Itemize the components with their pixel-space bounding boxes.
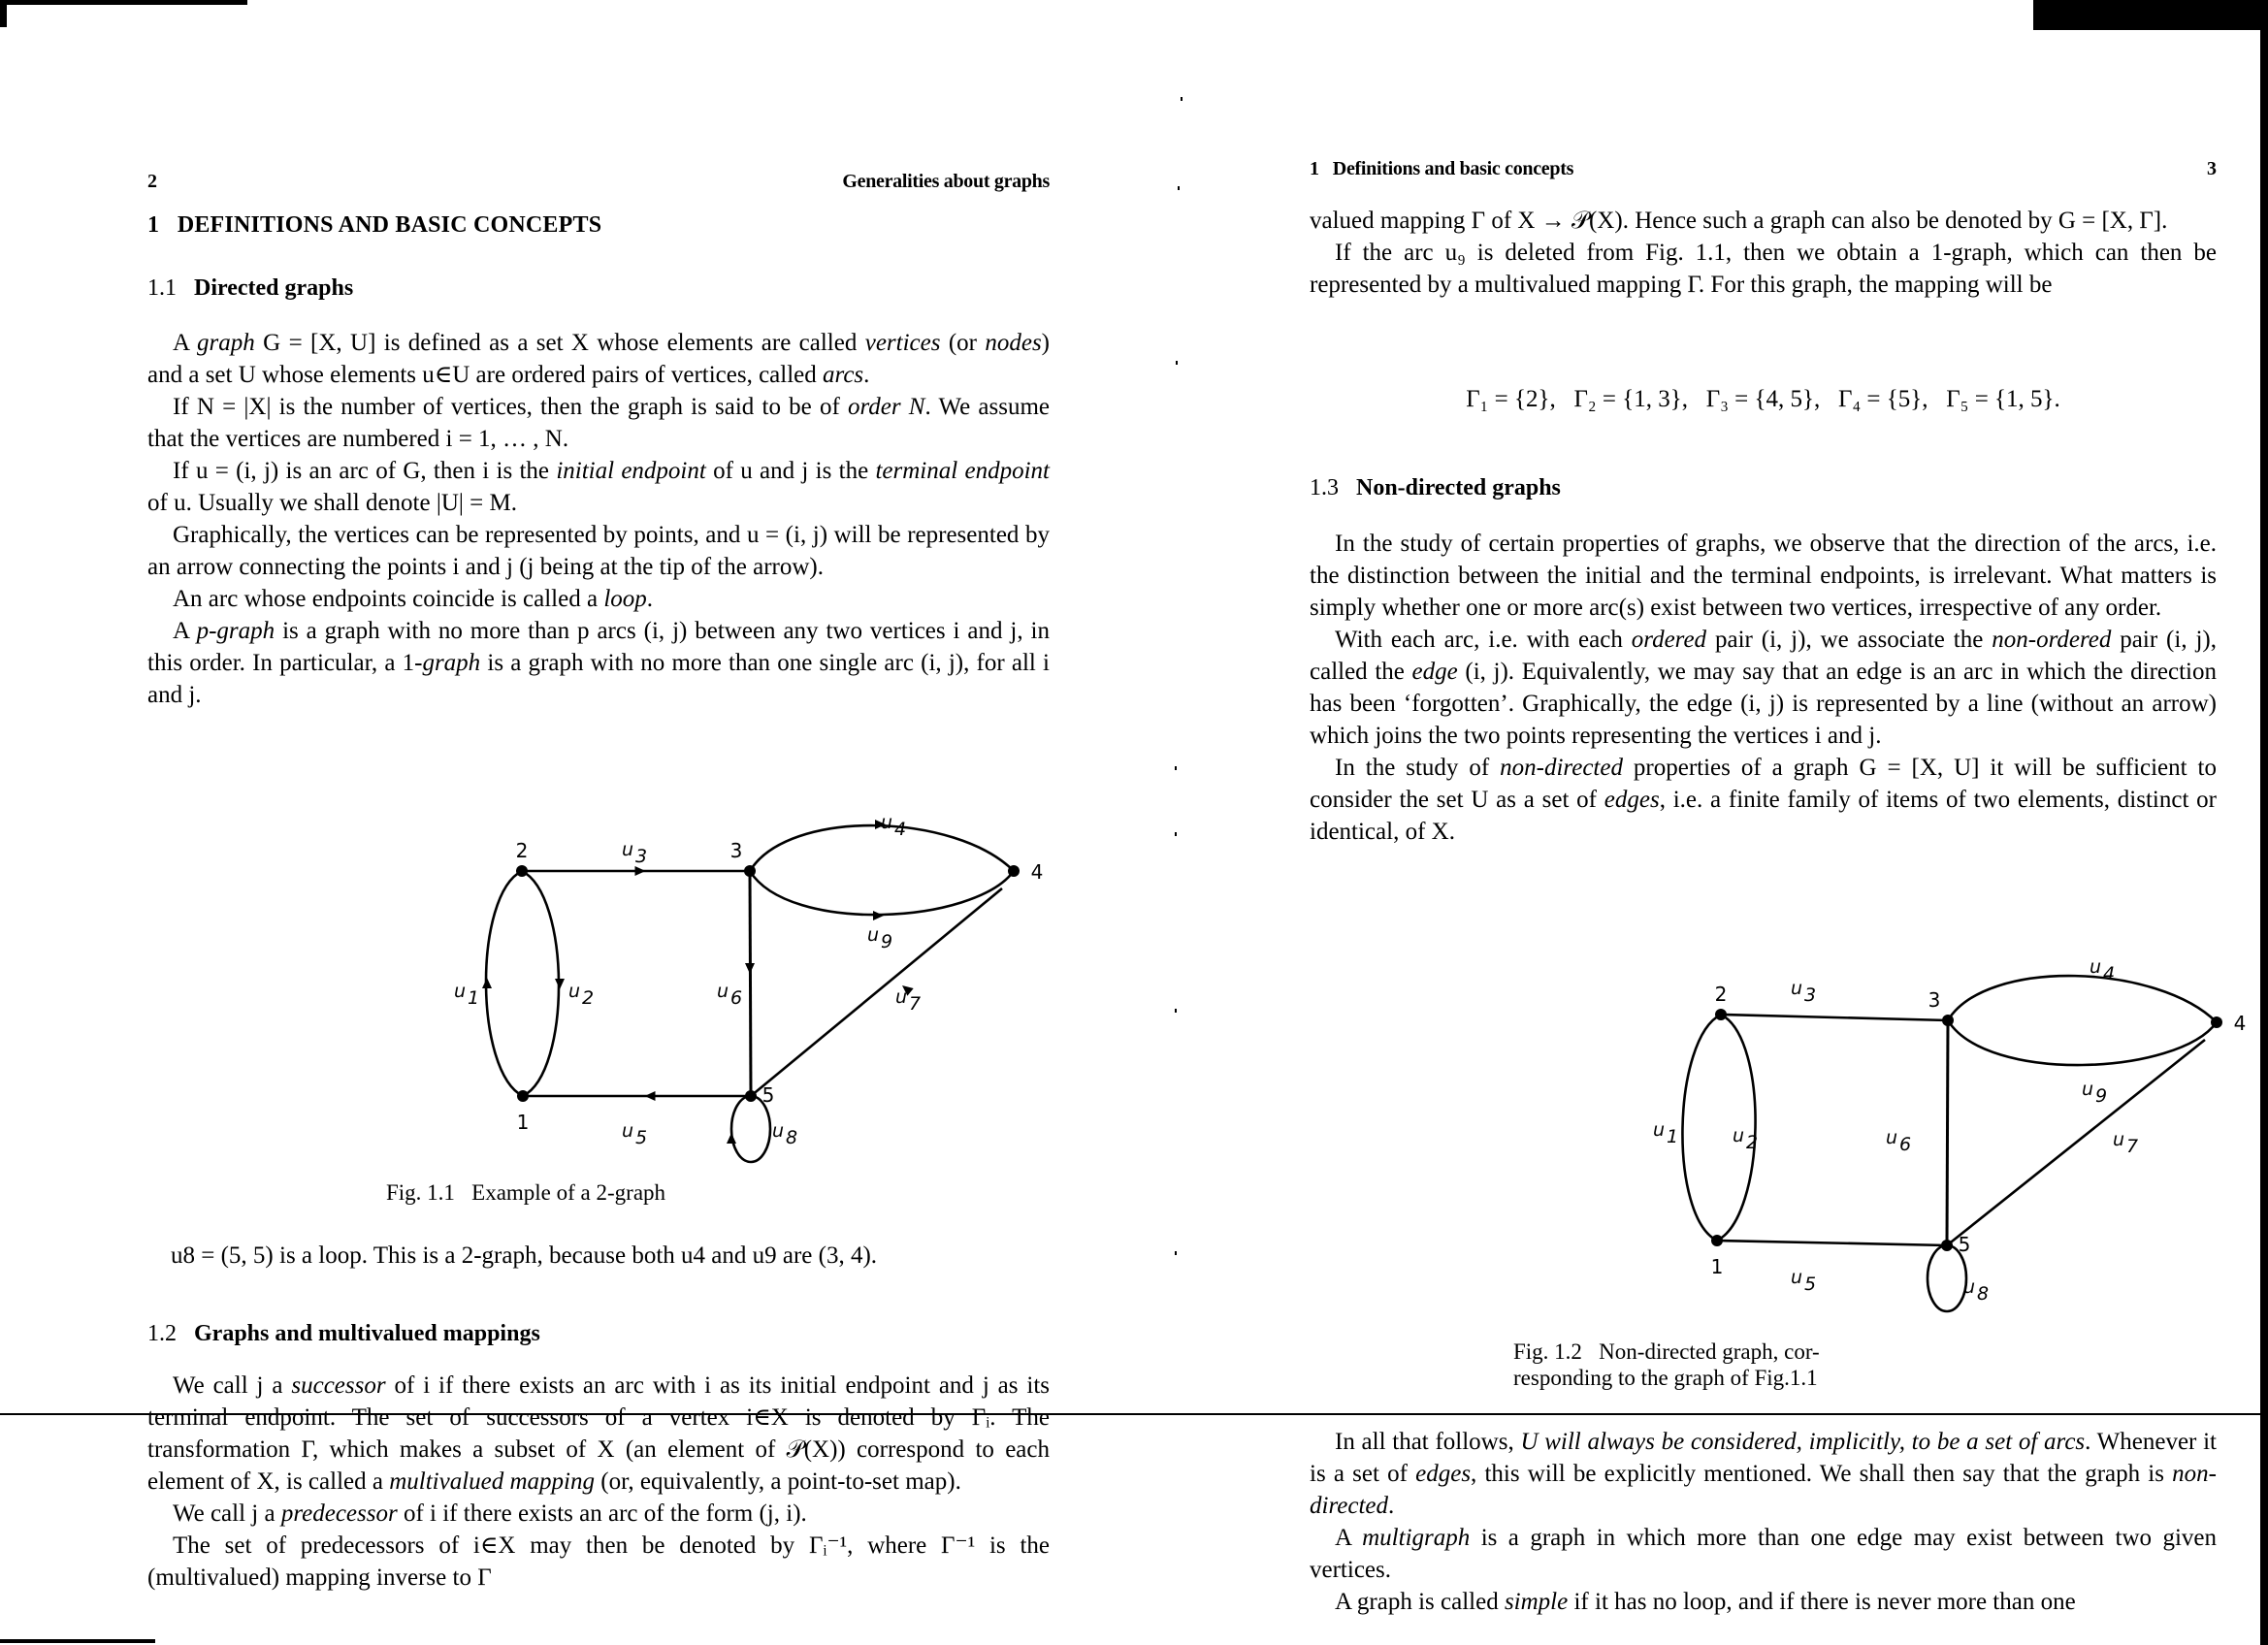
vertex-label: 1 xyxy=(516,1111,530,1134)
section-number: 1.1 xyxy=(147,275,177,301)
mapping-equation: Γ₁ = {2}, Γ₂ = {1, 3}, Γ₃ = {4, 5}, Γ₄ = {5}, Γ₅ = {1, 5}. xyxy=(1466,386,2060,412)
edge-u1 xyxy=(1682,1015,1721,1241)
gutter-speck xyxy=(1181,97,1183,101)
arc-label-letter: u xyxy=(622,839,634,860)
vertex-1 xyxy=(517,1090,529,1102)
arc-label-letter: u xyxy=(1886,1127,1898,1148)
caption-number: Fig. 1.1 xyxy=(385,1180,455,1205)
caption-text: Example of a 2-graph xyxy=(471,1180,666,1205)
vertex-1 xyxy=(1711,1235,1723,1246)
gutter-speck xyxy=(1175,1251,1177,1255)
running-head xyxy=(1310,158,2217,183)
arc-label-letter: u xyxy=(867,924,880,946)
text-run: (i, j). Equivalently, we may say that an edge is an arc in which the direction has been ‘forgotten’. Graphically, the edge (i, j) is represented by a line (without an arrow) which joins the two points representing the vertices i and j. xyxy=(1310,659,2217,749)
vertex-5 xyxy=(745,1090,757,1102)
arc-label-letter: u xyxy=(895,986,908,1008)
after-figure-text xyxy=(147,1240,1050,1272)
text-run: In all that follows, xyxy=(1335,1429,1521,1455)
text-run: of i if there exists an arc of the form (j, i). xyxy=(397,1500,807,1527)
vertex-label: 3 xyxy=(1928,988,1941,1012)
emphasis: ordered xyxy=(1631,627,1707,653)
arc-label-letter: u xyxy=(772,1120,785,1142)
arrowhead-u8 xyxy=(727,1133,736,1144)
figure-1-2 xyxy=(1455,936,2247,1363)
text-run: If the arc u₉ is deleted from Fig. 1.1, then we obtain a 1-graph, which can then be represented by a multivalued mapping Γ. For this graph, the mapping will be xyxy=(1310,240,2217,298)
vertex-5 xyxy=(1941,1240,1953,1251)
arrowhead-u2 xyxy=(555,979,565,989)
emphasis: edge xyxy=(1411,659,1458,685)
text-run: We call j a xyxy=(173,1372,292,1399)
scan-border-artifact xyxy=(2033,0,2268,30)
section-1-3-body xyxy=(1310,528,2217,848)
paragraph xyxy=(1310,237,2217,301)
bottom-text xyxy=(1310,1426,2217,1618)
vertex-label: 3 xyxy=(729,839,743,862)
caption-line: responding to the graph of Fig.1.1 xyxy=(1513,1366,1818,1390)
arc-label xyxy=(622,839,647,867)
arc-label xyxy=(867,924,892,952)
arrowhead-u6 xyxy=(745,963,755,974)
arc-label-subscript: 9 xyxy=(881,931,893,952)
section-heading-1-1 xyxy=(147,275,353,302)
edge-u9 xyxy=(750,871,1014,915)
text-run: With each arc, i.e. with each xyxy=(1335,627,1632,653)
gutter-speck xyxy=(1175,766,1177,770)
running-head xyxy=(147,171,1050,196)
arc-label-letter: u xyxy=(622,1120,634,1142)
page-number: 2 xyxy=(147,171,157,192)
arc-label-subscript: 7 xyxy=(909,993,922,1015)
arc-label-subscript: 8 xyxy=(1977,1283,1990,1305)
edge-u2 xyxy=(522,871,559,1096)
paragraph xyxy=(1310,624,2217,752)
arc-label xyxy=(1886,1127,1911,1155)
text-run: of i if there exists an arc with i as its initial endpoint and j as its terminal endpoint. The set of successors of a vertex i∈X is denoted by Γᵢ. The transformation Γ, which makes a subset of X (an element of 𝒫(X)) correspond to each element of X, is called a xyxy=(147,1372,1050,1495)
vertex-label: 4 xyxy=(1030,860,1044,884)
vertex-4 xyxy=(2211,1016,2222,1028)
text-run: In the study of xyxy=(1335,755,1501,781)
chapter-title xyxy=(147,212,601,239)
arc-label xyxy=(2090,956,2115,984)
arc-label-subscript: 5 xyxy=(635,1127,648,1148)
emphasis: successor xyxy=(291,1372,386,1399)
emphasis: multigraph xyxy=(1362,1525,1471,1551)
text-run: . We assume that the vertices are numbered i = 1, … , N. xyxy=(147,394,1050,452)
emphasis: simple xyxy=(1504,1589,1569,1615)
text-run: pair (i, j), we associate the xyxy=(1706,627,1993,653)
vertex-3 xyxy=(1942,1015,1954,1026)
figure-1-1-caption xyxy=(283,1179,768,1206)
edge-u5 xyxy=(1717,1241,1947,1245)
continued-text xyxy=(1310,205,2217,301)
arc-label-subscript: 9 xyxy=(2095,1085,2108,1107)
text-run: ) and a set U whose elements u∈U are ordered pairs of vertices, called xyxy=(147,330,1050,388)
vertex-label: 1 xyxy=(1710,1255,1724,1278)
text-run: Graphically, the vertices can be represented by points, and u = (i, j) will be represented by an arrow connecting the points i and j (j being at the tip of the arrow). xyxy=(147,522,1050,580)
edge-u6 xyxy=(750,871,751,1096)
text-run: , this will be explicitly mentioned. We shall then say that the graph is xyxy=(1471,1461,2173,1487)
text-run: (or xyxy=(940,330,986,356)
vertex-label: 2 xyxy=(1714,983,1728,1006)
arc-label-letter: u xyxy=(2082,1079,2094,1100)
section-1-1-body xyxy=(147,327,1050,711)
text-run: pair (i, j), called the xyxy=(1310,627,2217,685)
arc-label-letter: u xyxy=(568,981,581,1002)
vertex-4 xyxy=(1008,865,1020,877)
paragraph xyxy=(147,391,1050,455)
arrowhead-u1 xyxy=(482,978,492,988)
arc-label xyxy=(881,812,906,840)
text-run: of u. Usually we shall denote |U| = M. xyxy=(147,490,517,516)
text-run: The set of predecessors of i∈X may then be denoted by Γᵢ⁻¹, where Γ⁻¹ is the (multivalued) mapping inverse to Γ xyxy=(147,1532,1050,1591)
vertex-label: 5 xyxy=(1958,1233,1971,1256)
arc-label-subscript: 2 xyxy=(582,987,595,1009)
paragraph xyxy=(1310,752,2217,848)
arc-label-letter: u xyxy=(2090,956,2102,978)
text-run: In the study of certain properties of graphs, we observe that the direction of the arcs, i.e. the distinction between the initial and the terminal endpoints, is irrelevant. What matters is simply whether one or more arc(s) exist between two vertices, irrespective of any order. xyxy=(1310,531,2217,621)
emphasis: arcs xyxy=(823,362,864,388)
paragraph xyxy=(147,1498,1050,1530)
paragraph xyxy=(1310,205,2217,237)
arc-label-subscript: 5 xyxy=(1804,1274,1817,1295)
arc-label xyxy=(1963,1276,1989,1305)
arc-label-subscript: 6 xyxy=(730,987,743,1009)
edge-u4 xyxy=(1948,976,2217,1022)
mapping-display xyxy=(1310,383,2217,415)
arc-label-letter: u xyxy=(1963,1276,1976,1298)
text-run: (or, equivalently, a point-to-set map). xyxy=(595,1468,961,1495)
scan-border-artifact xyxy=(0,0,247,5)
emphasis: p-graph xyxy=(196,618,275,644)
arc-label-subscript: 4 xyxy=(894,819,907,840)
gutter-speck xyxy=(1178,186,1180,190)
section-heading-1-2 xyxy=(147,1321,540,1347)
arc-label-subscript: 4 xyxy=(2103,963,2116,984)
text-run: is a graph with no more than p arcs (i, j) between any two vertices i and j, in this order. In particular, a 1- xyxy=(147,618,1050,676)
section-title: Directed graphs xyxy=(194,275,354,301)
emphasis: graph xyxy=(197,330,255,356)
arc-label-letter: u xyxy=(1791,978,1803,999)
text-run: , i.e. a finite family of items of two elements, distinct or identical, of X. xyxy=(1310,787,2217,845)
figure-1-2-caption xyxy=(1513,1339,1998,1391)
directed-graph-diagram xyxy=(293,786,1044,1212)
text-run: if it has no loop, and if there is never more than one xyxy=(1568,1589,2076,1615)
text-run: If u = (i, j) is an arc of G, then i is the xyxy=(173,458,557,484)
paragraph xyxy=(147,615,1050,711)
text-run: A graph is called xyxy=(1335,1589,1505,1615)
caption-line: Fig. 1.2 Non-directed graph, cor- xyxy=(1513,1339,1820,1364)
arc-label-subscript: 7 xyxy=(2126,1136,2139,1157)
arc-label-subscript: 2 xyxy=(1746,1132,1759,1153)
arc-label-letter: u xyxy=(1653,1119,1666,1141)
arc-label xyxy=(717,981,742,1009)
arc-label xyxy=(2113,1129,2138,1157)
text-run: . Whenever it is a set of xyxy=(1310,1429,2217,1487)
text-run: A xyxy=(173,618,197,644)
arc-label-letter: u xyxy=(1791,1267,1803,1288)
running-head-title: Generalities about graphs xyxy=(842,171,1050,192)
text-run: An arc whose endpoints coincide is called a xyxy=(173,586,604,612)
text-run: . xyxy=(646,586,654,612)
scan-border-artifact xyxy=(0,1639,155,1643)
vertex-2 xyxy=(516,865,528,877)
gutter-speck xyxy=(1175,832,1177,836)
edge-u3 xyxy=(1721,1015,1948,1020)
paragraph xyxy=(147,327,1050,391)
arc-label xyxy=(1791,978,1816,1006)
arrowhead-u3 xyxy=(635,866,646,876)
section-1-2-body xyxy=(147,1370,1050,1594)
paragraph xyxy=(1310,1426,2217,1522)
scan-border-artifact xyxy=(2260,10,2268,1645)
section-number: 1.3 xyxy=(1310,475,1339,500)
text-run: A xyxy=(1335,1525,1363,1551)
edge-u7 xyxy=(1947,1040,2205,1245)
paragraph xyxy=(1310,1522,2217,1586)
emphasis: multivalued mapping xyxy=(389,1468,595,1495)
emphasis: order N xyxy=(847,394,925,420)
gutter-speck xyxy=(1176,361,1178,365)
text-run: is a graph with no more than one single arc (i, j), for all i and j. xyxy=(147,650,1050,708)
emphasis: non-directed xyxy=(1500,755,1623,781)
vertex-2 xyxy=(1715,1009,1727,1020)
paragraph xyxy=(1310,1586,2217,1618)
arc-label-subscript: 1 xyxy=(468,987,480,1009)
paragraph xyxy=(147,455,1050,519)
paragraph xyxy=(1310,528,2217,624)
page-number: 3 xyxy=(2207,158,2217,179)
paragraph xyxy=(147,1530,1050,1594)
emphasis: U will always be considered, implicitly, to be a set of arcs xyxy=(1520,1429,2086,1455)
vertex-label: 5 xyxy=(761,1083,775,1107)
text-run: valued mapping Γ of X → 𝒫(X). Hence such a graph can also be denoted by G = [X, Γ]. xyxy=(1310,208,2168,234)
arc-label-letter: u xyxy=(717,981,729,1002)
emphasis: edges xyxy=(1604,787,1660,813)
running-head-title: 1 Definitions and basic concepts xyxy=(1310,158,1574,179)
arc-label xyxy=(622,1120,647,1148)
edge-u6 xyxy=(1947,1020,1948,1245)
arc-label-subscript: 6 xyxy=(1899,1134,1912,1155)
arc-label-letter: u xyxy=(2113,1129,2125,1150)
paragraph xyxy=(147,519,1050,583)
arrowhead-u9 xyxy=(873,911,884,920)
non-directed-graph-diagram xyxy=(1455,936,2247,1363)
text-run: We call j a xyxy=(173,1500,281,1527)
gutter-speck xyxy=(1175,1009,1177,1013)
scan-border-artifact xyxy=(0,0,7,27)
chapter-heading: DEFINITIONS AND BASIC CONCEPTS xyxy=(177,212,602,238)
arc-label-letter: u xyxy=(881,812,893,833)
text-run: . xyxy=(1387,1493,1395,1519)
emphasis: predecessor xyxy=(280,1500,398,1527)
arc-label xyxy=(1791,1267,1816,1295)
arc-label-subscript: 3 xyxy=(1804,984,1817,1006)
section-heading-1-3 xyxy=(1310,475,1561,501)
emphasis: vertices xyxy=(864,330,941,356)
emphasis: graph xyxy=(422,650,481,676)
figure-1-1 xyxy=(293,786,1044,1212)
chapter-number: 1 xyxy=(147,212,160,238)
section-title: Graphs and multivalued mappings xyxy=(194,1321,540,1346)
arc-label-letter: u xyxy=(1733,1125,1745,1146)
emphasis: edges xyxy=(1415,1461,1472,1487)
vertex-label: 4 xyxy=(2233,1012,2247,1035)
paragraph xyxy=(147,583,1050,615)
text-run: If N = |X| is the number of vertices, then the graph is said to be of xyxy=(173,394,848,420)
emphasis: loop xyxy=(603,586,647,612)
arc-label xyxy=(1653,1119,1678,1147)
section-number: 1.2 xyxy=(147,1321,177,1346)
emphasis: non-directed xyxy=(1310,1461,2217,1519)
emphasis: non-ordered xyxy=(1992,627,2112,653)
text-run: A xyxy=(173,330,198,356)
emphasis: nodes xyxy=(985,330,1042,356)
arc-label xyxy=(568,981,594,1009)
emphasis: initial endpoint xyxy=(556,458,706,484)
arrowhead-u5 xyxy=(645,1091,656,1101)
vertex-3 xyxy=(744,865,756,877)
arc-label-subscript: 8 xyxy=(786,1127,798,1148)
arc-label xyxy=(2082,1079,2107,1107)
paragraph xyxy=(147,1240,1050,1272)
text-run: is a graph in which more than one edge may exist between two given vertices. xyxy=(1310,1525,2217,1583)
arc-label-letter: u xyxy=(454,981,467,1002)
section-title: Non-directed graphs xyxy=(1356,475,1561,500)
text-run: of u and j is the xyxy=(705,458,876,484)
arc-label xyxy=(772,1120,797,1148)
text-run: properties of a graph G = [X, U] it will be sufficient to consider the set U as a set of xyxy=(1310,755,2217,813)
text-run: . xyxy=(863,362,870,388)
arc-label xyxy=(454,981,479,1009)
emphasis: terminal endpoint xyxy=(875,458,1050,484)
loop-remark: u8 = (5, 5) is a loop. This is a 2-graph, because both u4 and u9 are (3, 4). xyxy=(171,1242,878,1269)
edge-u7 xyxy=(751,888,1002,1096)
text-run: G = [X, U] is defined as a set X whose elements are called xyxy=(254,330,865,356)
arc-label-subscript: 1 xyxy=(1667,1126,1679,1147)
edge-u9 xyxy=(1948,1020,2217,1065)
arc-label-subscript: 3 xyxy=(635,846,648,867)
edge-u1 xyxy=(486,871,523,1096)
paragraph xyxy=(147,1370,1050,1498)
vertex-label: 2 xyxy=(515,839,529,862)
